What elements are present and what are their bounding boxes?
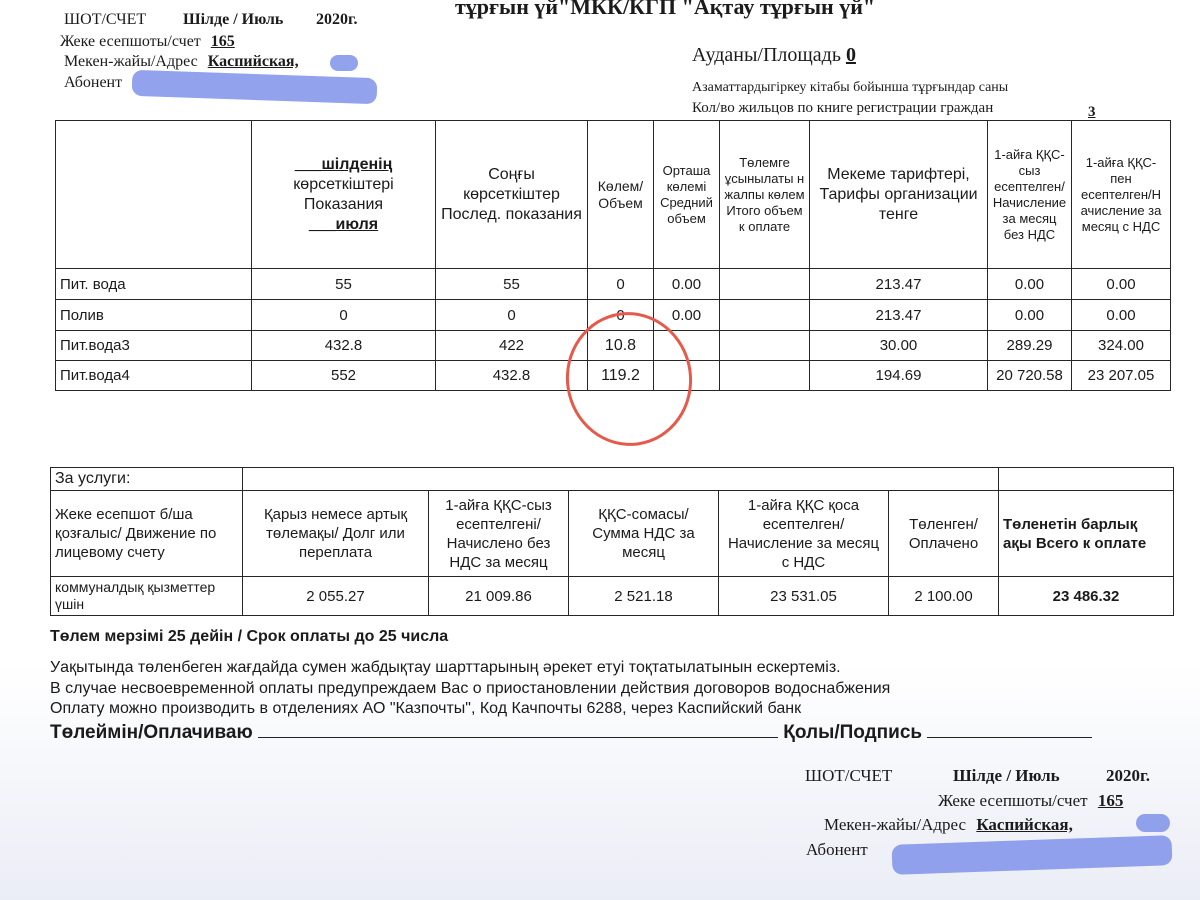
charge-with-vat: 0.00 [1072, 269, 1171, 300]
address-line [64, 53, 299, 71]
row-name: Пит.вода3 [56, 331, 252, 361]
residents-label-kz: Азаматтардыгіркеу кітабы бойынша тұрғындар саны [692, 80, 1009, 95]
no-vat-value: 21 009.86 [429, 577, 569, 616]
tariff: 30.00 [810, 331, 988, 361]
with-vat-header: 1-айға ҚҚС қоса есептелген/ Начисление за месяц с НДС [719, 491, 889, 577]
payer-label: Төлеймін/Оплачиваю [50, 722, 253, 743]
prev-reading-header [252, 121, 436, 269]
area-value: 0 [845, 44, 856, 66]
org-title: тұрғын үй"МКК/КГП "Ақтау тұрғын үй" [455, 0, 876, 19]
tariff-header: Мекеме тарифтері, Тарифы организации тенге [810, 121, 988, 269]
account-line [60, 33, 235, 51]
prev-kz-prefix: ___шілденің [294, 155, 393, 173]
prev-reading: 0 [252, 300, 436, 331]
due-date: Төлем мерзімі 25 дейін / Срок оплаты до 25 числа [50, 628, 449, 645]
charge-with-vat: 324.00 [1072, 331, 1171, 361]
residents-label-ru: Кол/во жильцов по книге регистрации граждан [692, 100, 994, 116]
row-name: Пит. вода [56, 269, 252, 300]
signature-line [927, 723, 1092, 738]
stub-account-number: 165 [1097, 791, 1124, 810]
last-reading: 0 [436, 300, 588, 331]
residents-value: 3 [1088, 104, 1096, 120]
no-vat-header: 1-айға ҚҚС-сыз есептелген/ Начисление за месяц без НДС [988, 121, 1072, 269]
invoice-year: 2020г. [316, 11, 358, 28]
paid-header: Төленген/ Оплачено [889, 491, 999, 577]
volume: 0 [588, 300, 654, 331]
spacer [243, 468, 999, 491]
subscriber-redaction [132, 70, 378, 105]
avg-volume: 0.00 [654, 269, 720, 300]
area-line [692, 44, 856, 67]
payable-header: Төлемге ұсынылаты н жалпы көлем Итого объем к оплате [720, 121, 810, 269]
movement-label: Жеке есепшот б/ша қозғалыс/ Движение по лицевому счету [51, 491, 243, 577]
tariff: 194.69 [810, 361, 988, 391]
address-value: Каспийская, [207, 53, 299, 70]
payable-volume [720, 269, 810, 300]
stub-address-redaction [1136, 814, 1170, 832]
stub-invoice-label: ШОТ/СЧЕТ [805, 766, 893, 785]
charge-no-vat: 0.00 [988, 300, 1072, 331]
debt-header: Қарыз немесе артық төлемақы/ Долг или переплата [243, 491, 429, 577]
volume: 10.8 [588, 331, 654, 361]
payable-volume [720, 361, 810, 391]
meter-table-header [56, 121, 1171, 269]
prev-reading: 432.8 [252, 331, 436, 361]
summary-header-row [51, 491, 1174, 577]
summary-values-row [51, 577, 1174, 616]
stub-address-label: Мекен-жайы/Адрес [824, 815, 967, 834]
stub-account-line [938, 791, 1123, 811]
charge-no-vat: 0.00 [988, 269, 1072, 300]
prev-ru: Показания [303, 195, 384, 213]
last-kz: Соңғы көрсеткіштер [463, 165, 560, 203]
subscriber-label: Абонент [64, 74, 123, 91]
stub-address-line [824, 815, 1073, 835]
signature-label: Қолы/Подпись [783, 722, 923, 743]
prev-ru-suffix: ___июля [308, 215, 379, 233]
stub-year: 2020г. [1106, 766, 1151, 785]
debt-value: 2 055.27 [243, 577, 429, 616]
row-name: Пит.вода4 [56, 361, 252, 391]
stub-subscriber-redaction [892, 835, 1173, 875]
last-reading: 422 [436, 331, 588, 361]
warning-kz: Уақытында төленбеген жағдайда сумен жабдықтау шарттарының әрекет етуі тоқтатылатынын ескертеміз. [50, 659, 841, 676]
total-header: Төленетін барлық ақы Всего к оплате [999, 491, 1174, 577]
area-label: Ауданы/Площадь [692, 44, 841, 66]
charge-with-vat: 0.00 [1072, 300, 1171, 331]
last-ru: Послед. показания [441, 205, 582, 223]
tariff: 213.47 [810, 300, 988, 331]
spacer [999, 468, 1174, 491]
with-vat-header: 1-айға ҚҚС-пен есептелген/Н ачисление за месяц с НДС [1072, 121, 1171, 269]
vat-header: ҚҚС-сомасы/ Сумма НДС за месяц [569, 491, 719, 577]
services-label: За услуги: [51, 468, 243, 491]
payer-signature-line [258, 723, 778, 738]
invoice-month: Шілде / Июль [183, 11, 284, 28]
summary-top-row [51, 468, 1174, 491]
volume: 119.2 [588, 361, 654, 391]
avg-header: Орташа көлемі Средний объем [654, 121, 720, 269]
payable-volume [720, 300, 810, 331]
stub-address-value: Каспийская, [976, 815, 1073, 834]
no-vat-header: 1-айға ҚҚС-сыз есептелгені/ Начислено без НДС за месяц [429, 491, 569, 577]
last-reading: 432.8 [436, 361, 588, 391]
volume: 0 [588, 269, 654, 300]
invoice-label: ШОТ/СЧЕТ [64, 11, 147, 28]
summary-table [50, 467, 1174, 616]
prev-reading: 55 [252, 269, 436, 300]
charge-no-vat: 20 720.58 [988, 361, 1072, 391]
account-label: Жеке есепшоты/счет [60, 33, 201, 50]
last-reading: 55 [436, 269, 588, 300]
address-redaction [330, 55, 358, 71]
last-reading-header [436, 121, 588, 269]
avg-volume: 0.00 [654, 300, 720, 331]
charge-no-vat: 289.29 [988, 331, 1072, 361]
stub-month: Шілде / Июль [953, 766, 1060, 785]
charge-with-vat: 23 207.05 [1072, 361, 1171, 391]
payable-volume [720, 331, 810, 361]
paid-value: 2 100.00 [889, 577, 999, 616]
tariff: 213.47 [810, 269, 988, 300]
stub-account-label: Жеке есепшоты/счет [938, 791, 1088, 810]
payer-line [50, 722, 1092, 744]
warning-ru: В случае несвоевременной оплаты предупреждаем Вас о приостановлении действия договоров водоснабжения [50, 680, 891, 697]
name-header [56, 121, 252, 269]
address-label: Мекен-жайы/Адрес [64, 53, 198, 70]
row-label: коммуналдық қызметтер үшін [51, 577, 243, 616]
row-name: Полив [56, 300, 252, 331]
account-number: 165 [210, 33, 235, 50]
prev-reading: 552 [252, 361, 436, 391]
stub-subscriber-label: Абонент [806, 840, 868, 859]
payment-info: Оплату можно производить в отделениях АО "Казпочты", Код Качпочты 6288, через Каспийский банк [50, 700, 802, 717]
volume-header: Көлем/ Объем [588, 121, 654, 269]
vat-value: 2 521.18 [569, 577, 719, 616]
with-vat-value: 23 531.05 [719, 577, 889, 616]
total-value: 23 486.32 [999, 577, 1174, 616]
prev-kz: көрсеткіштері [293, 175, 394, 193]
table-row [56, 269, 1171, 300]
